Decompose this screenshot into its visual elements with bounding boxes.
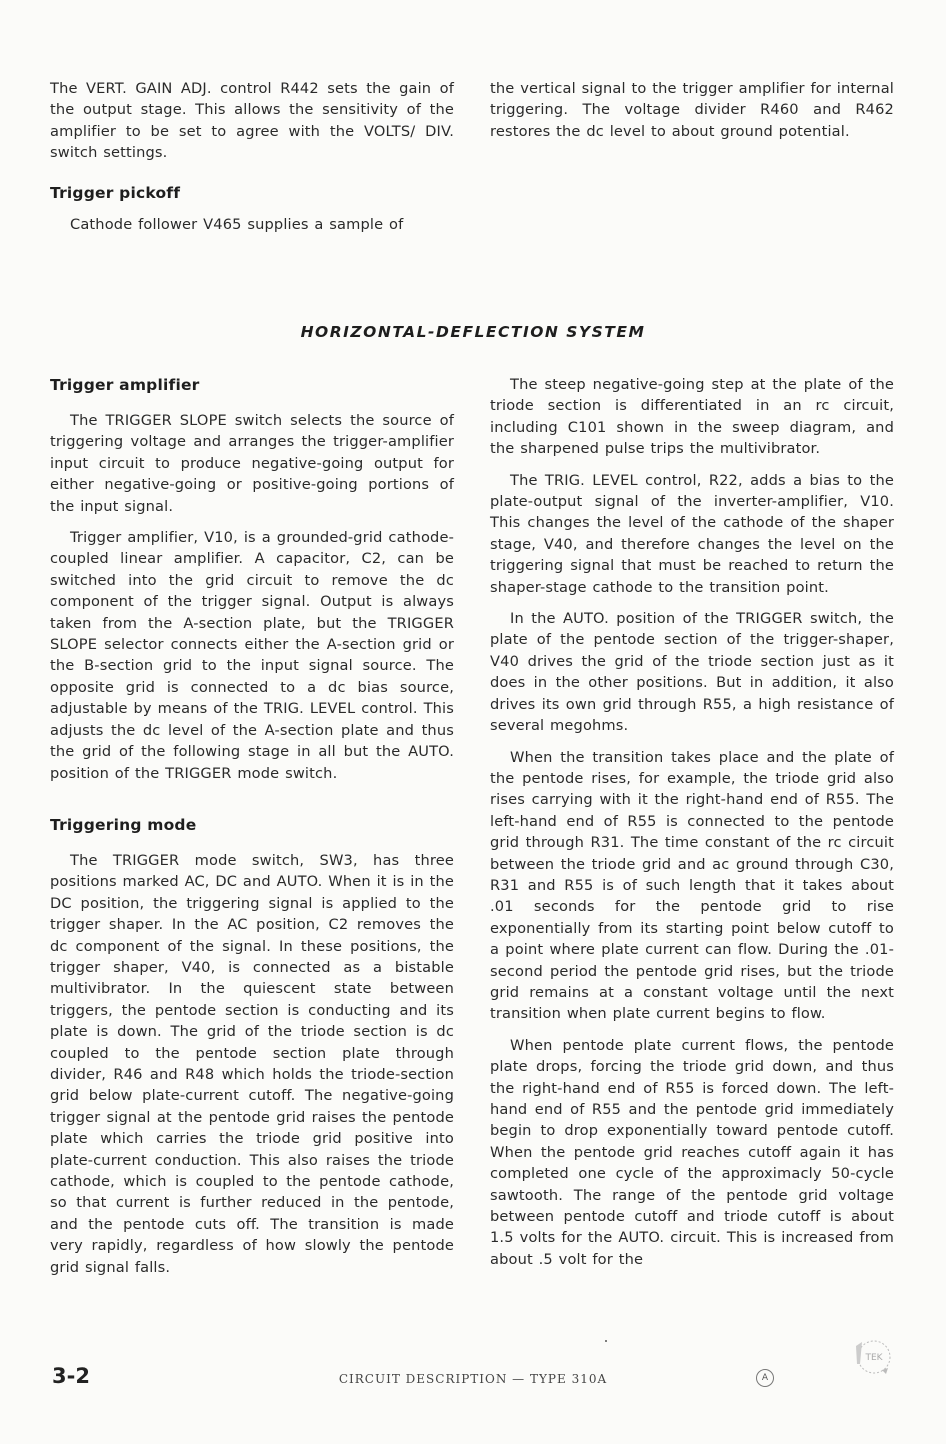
- vert-gain-paragraph: The VERT. GAIN ADJ. control R442 sets the gain of the output stage. This allows the sensitivity of the amplifier to be set to agree with the VOLTS/ DIV. switch settings.: [50, 80, 454, 162]
- right-column: [490, 374, 894, 1270]
- right-paragraph-3: In the AUTO. position of the TRIGGER switch, the plate of the pentode section of the trigger-shaper, V40 drives the grid of the triode section just as it does in the other positions. But in addition, it also drives its own grid through R55, a high resistance of several megohms.: [490, 610, 894, 735]
- triggering-mode-heading: Triggering mode: [50, 815, 197, 834]
- page-number: 3-2: [52, 1364, 90, 1388]
- trigger-amplifier-paragraph-2: Trigger amplifier, V10, is a grounded-grid cathode-coupled linear amplifier. A capacitor, C2, can be switched into the grid circuit to remove the dc component of the trigger signal. Output is always taken from the A-section plate, but the TRIGGER SLOPE selector connects either the A-section grid or the B-section grid to the input signal source. The opposite grid is connected to a dc bias source, adjustable by means of the TRIG. LEVEL control. This adjusts the dc level of the A-section plate and thus the grid of the following stage in all but the AUTO. position of the TRIGGER mode switch.: [50, 529, 454, 782]
- trigger-pickoff-continued-paragraph: the vertical signal to the trigger amplifier for internal triggering. The voltage divider R460 and R462 restores the dc level to about ground potential.: [490, 80, 894, 140]
- footer-title: CIRCUIT DESCRIPTION — TYPE 310A: [338, 1372, 608, 1386]
- trigger-amplifier-paragraph-1: The TRIGGER SLOPE switch selects the source of triggering voltage and arranges the trigger-amplifier input circuit to produce negative-going output for either negative-going or positive-going portions of the input signal.: [50, 412, 454, 515]
- page-footer: [0, 1353, 946, 1404]
- right-paragraph-5: When pentode plate current flows, the pentode plate drops, forcing the triode grid down, and thus the right-hand end of R55 is forced down. The left-hand end of R55 and the pentode grid immediately begin to drop exponentially toward pentode cutoff. When the pentode grid reaches cutoff again it has completed one cycle of the approximacly 50-cycle sawtooth. The range of the pentode grid voltage between pentode cutoff and triode cutoff is about 1.5 volts for the AUTO. circuit. This is increased from about .5 volt for the: [490, 1036, 894, 1268]
- triggering-mode-paragraph: The TRIGGER mode switch, SW3, has three positions marked AC, DC and AUTO. When it is in the DC position, the triggering signal is applied to the trigger shaper. In the AC position, C2 removes the dc component of the signal. In these positions, the trigger shaper, V40, is connected as a bistable multivibrator. In the quiescent state between triggers, the pentode section is conducting and its plate is down. The grid of the triode section is dc coupled to the pentode section plate through divider, R46 and R48 which holds the triode-section grid below plate-current cutoff. The negative-going trigger signal at the pentode grid raises the pentode plate which carries the triode grid positive into plate-current conduction. This also raises the triode cathode, which is coupled to the pentode cathode, so that current is further reduced in the pentode, and the pentode cuts off. The transition is made very rapidly, regardless of how slowly the pentode grid signal falls.: [50, 851, 454, 1276]
- section-title: HORIZONTAL-DEFLECTION SYSTEM: [300, 323, 646, 341]
- trigger-amplifier-heading: Trigger amplifier: [50, 376, 200, 394]
- revision-mark-icon: A: [756, 1369, 774, 1387]
- right-paragraph-2: The TRIG. LEVEL control, R22, adds a bias to the plate-output signal of the inverter-amplifier, V10. This changes the level of the cathode of the shaper stage, V40, and therefore changes the level on the triggering signal that must be reached to return the shaper-stage cathode to the transition point.: [490, 471, 894, 596]
- right-paragraph-4: When the transition takes place and the plate of the pentode rises, for example, the triode grid also rises carrying with it the right-hand end of R55. The left-hand end of R55 is connected to the pentode grid through R31. The time constant of the rc circuit between the triode grid and ac ground through C30, R31 and R55 is of such length that it takes about .01 seconds for the pentode grid to rise exponentially from its starting point below cutoff to a point where plate current can flow. During the .01-second period the pentode grid rises, but the triode grid remains at a constant voltage until the next transition when plate current begins to flow.: [490, 748, 894, 1023]
- top-left-column: [50, 78, 454, 235]
- right-paragraph-1: The steep negative-going step at the plate of the triode section is differentiated in an rc circuit, including C101 shown in the sweep diagram, and the sharpened pulse trips the multivibrator.: [490, 376, 894, 458]
- top-right-column: [490, 78, 894, 142]
- left-column: [50, 376, 454, 1278]
- trigger-pickoff-heading: Trigger pickoff: [50, 183, 181, 202]
- trigger-pickoff-paragraph: Cathode follower V465 supplies a sample of: [70, 215, 404, 233]
- tektronix-stamp-icon: [848, 1334, 896, 1378]
- svg-text:TEK: TEK: [865, 1353, 883, 1363]
- stray-mark: [605, 1340, 607, 1342]
